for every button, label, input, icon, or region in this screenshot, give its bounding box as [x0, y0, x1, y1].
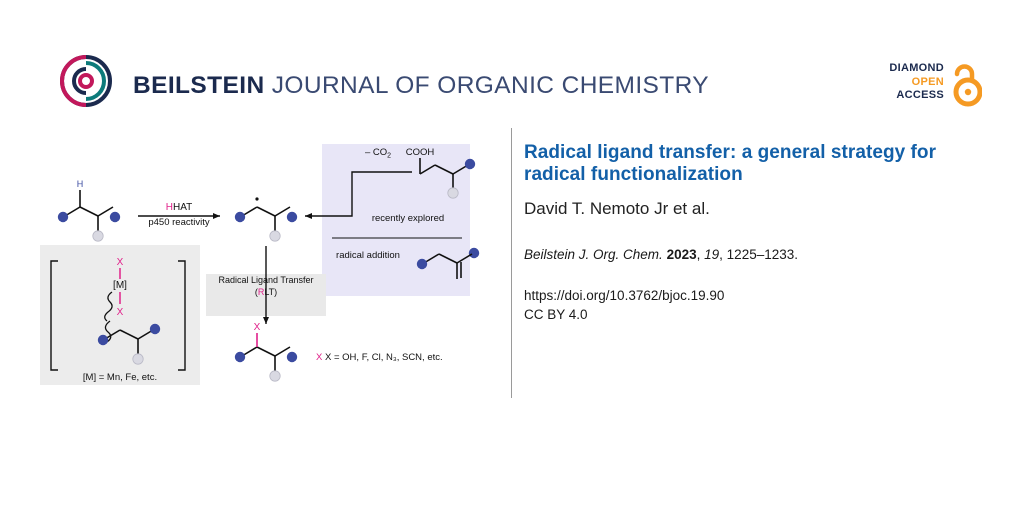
radical-intermediate-structure — [235, 197, 297, 241]
atom-gray — [448, 188, 458, 198]
substrate-structure — [58, 179, 120, 241]
hat-label: HHAT — [165, 202, 193, 213]
article-authors: David T. Nemoto Jr et al. — [524, 199, 710, 218]
article-doi-block — [524, 286, 994, 324]
article-license: CC BY 4.0 — [524, 307, 588, 322]
metal-definition-label: [M] = Mn, Fe, etc. — [82, 372, 158, 383]
open-access-text — [872, 62, 944, 103]
atom-blue — [465, 159, 475, 169]
journal-title-light: JOURNAL OF ORGANIC CHEMISTRY — [264, 72, 710, 99]
product-structure — [235, 322, 297, 381]
journal-title — [133, 72, 709, 100]
atom-gray — [93, 231, 103, 241]
open-access-line3: ACCESS — [896, 89, 944, 101]
metal-label: [M] — [113, 280, 127, 291]
radical-dot — [255, 197, 258, 200]
atom-blue — [287, 212, 297, 222]
atom-gray — [270, 231, 280, 241]
metal-x-bottom-label: X — [116, 307, 124, 318]
co2-label: – $CO_2$ — [364, 147, 392, 160]
citation-journal: Beilstein J. Org. Chem. — [524, 247, 663, 262]
atom-blue — [110, 212, 120, 222]
beilstein-spiral-logo-icon — [58, 53, 114, 109]
article-title: Radical ligand transfer: a general strategy for radical functionalization — [524, 142, 937, 185]
article-doi: https://doi.org/10.3762/bjoc.19.90 — [524, 288, 725, 303]
atom-blue — [235, 212, 245, 222]
substrate-h-label: H — [76, 179, 84, 189]
page-header — [0, 0, 1024, 128]
atom-blue — [235, 352, 245, 362]
atom-blue — [469, 248, 479, 258]
metal-x-top-label: X — [116, 257, 124, 268]
radical-addition-label: radical addition — [336, 250, 400, 261]
atom-blue — [417, 259, 427, 269]
graphical-abstract — [20, 128, 500, 398]
cooh-label: COOH — [405, 147, 435, 158]
atom-blue — [287, 352, 297, 362]
x-definition-label: X X = OH, F, Cl, N₃, SCN, etc. — [316, 352, 443, 363]
recently-explored-label: recently explored — [371, 213, 445, 224]
atom-blue — [58, 212, 68, 222]
article-info — [524, 142, 994, 324]
citation-pages: 1225–1233. — [726, 247, 798, 262]
atom-blue — [98, 335, 108, 345]
open-lock-icon — [952, 63, 982, 107]
citation-year: 2023 — [666, 247, 697, 262]
open-access-badge — [872, 62, 982, 112]
journal-title-bold: BEILSTEIN — [133, 72, 265, 99]
article-citation: Beilstein J. Org. Chem. 2023, 19, 1225–1233. — [524, 247, 798, 262]
graphical-abstract-svg — [20, 128, 500, 398]
rlt-label-line2: (RLT) — [254, 287, 278, 297]
atom-gray — [270, 371, 280, 381]
open-access-line1: DIAMOND — [889, 62, 944, 74]
p450-label: p450 reactivity — [148, 217, 210, 228]
atom-gray — [133, 354, 143, 364]
product-x-label: X — [253, 322, 261, 333]
column-divider — [511, 128, 512, 398]
citation-volume: 19 — [704, 247, 720, 262]
rlt-label-line1: Radical Ligand Transfer — [218, 275, 314, 285]
atom-blue — [150, 324, 160, 334]
open-access-line2: OPEN — [911, 75, 944, 88]
